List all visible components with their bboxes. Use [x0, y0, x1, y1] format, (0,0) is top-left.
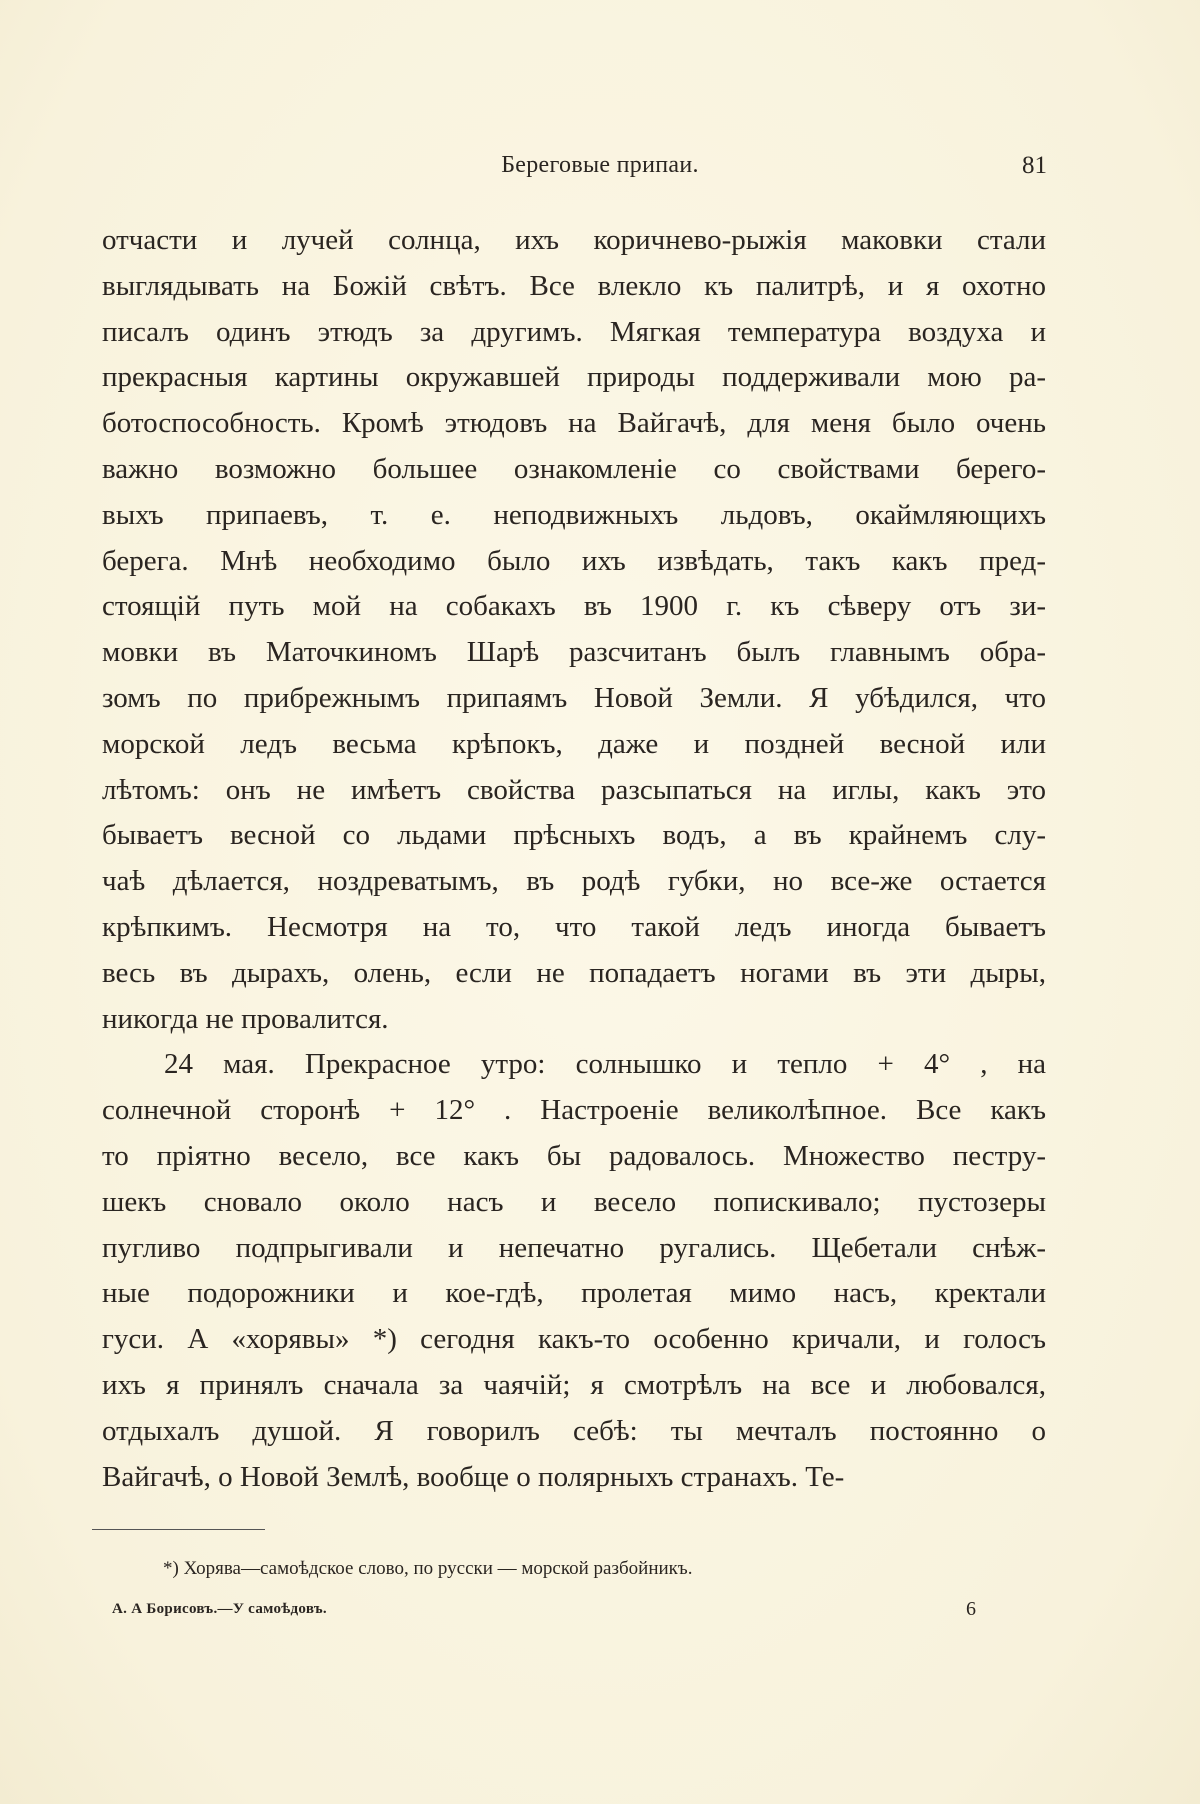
body-text: [102, 218, 1046, 1500]
running-title: Береговые припаи.: [501, 152, 699, 178]
text-line: мовки въ Маточкиномъ Шарѣ разсчитанъ былъ главнымъ обра-: [102, 636, 1046, 669]
footnote-rule: [92, 1529, 265, 1530]
text-line: весь въ дырахъ, олень, если не попадаетъ ногами въ эти дыры,: [102, 956, 1046, 989]
text-line: шекъ сновало около насъ и весело попискивало; пустозеры: [102, 1185, 1046, 1218]
text-line: отдыхалъ душой. Я говорилъ себѣ: ты мечталъ постоянно о: [102, 1414, 1046, 1447]
page-number: 81: [1022, 152, 1047, 179]
text-line: никогда не провалится.: [102, 1002, 389, 1035]
paragraph: [102, 1042, 1046, 1500]
text-line: пугливо подпрыгивали и непечатно ругались. Щебетали снѣж-: [102, 1231, 1046, 1264]
text-line: отчасти и лучей солнца, ихъ коричнево-рыжія маковки стали: [102, 224, 1046, 256]
text-line: зомъ по прибрежнымъ припаямъ Новой Земли. Я убѣдился, что: [102, 681, 1046, 714]
text-line: бываетъ весной со льдами прѣсныхъ водъ, а въ крайнемъ слу-: [102, 819, 1046, 852]
text-line: стоящій путь мой на собакахъ въ 1900 г. къ сѣверу отъ зи-: [102, 590, 1046, 623]
text-line: прекрасныя картины окружавшей природы поддерживали мою ра-: [102, 361, 1046, 394]
text-line: чаѣ дѣлается, ноздреватымъ, въ родѣ губки, но все-же остается: [102, 865, 1046, 898]
text-line: морской ледъ весьма крѣпокъ, даже и поздней весной или: [102, 727, 1046, 760]
text-line: Вайгачѣ, о Новой Землѣ, вообще о полярныхъ странахъ. Те-: [102, 1460, 845, 1493]
text-line: ихъ я принялъ сначала за чаячій; я смотрѣлъ на все и любовался,: [102, 1368, 1046, 1401]
sheet-number: 6: [966, 1598, 976, 1620]
text-line: 24 мая. Прекрасное утро: солнышко и тепло + 4° , на: [164, 1048, 1046, 1081]
text-line: выглядывать на Божій свѣтъ. Все влекло къ палитрѣ, и я охотно: [102, 269, 1046, 302]
footnote: *) Хорява—самоѣдское слово, по русски — морской разбойникъ.: [163, 1558, 693, 1579]
footer-signature: А. А Борисовъ.—У самоѣдовъ.: [112, 1601, 327, 1617]
text-line: лѣтомъ: онъ не имѣетъ свойства разсыпаться на иглы, какъ это: [102, 773, 1046, 806]
text-line: крѣпкимъ. Несмотря на то, что такой ледъ иногда бываетъ: [102, 910, 1046, 943]
text-line: писалъ одинъ этюдъ за другимъ. Мягкая температура воздуха и: [102, 315, 1046, 348]
text-line: важно возможно большее ознакомленіе со свойствами берего-: [102, 452, 1046, 485]
text-line: выхъ припаевъ, т. е. неподвижныхъ льдовъ, окаймляющихъ: [102, 498, 1046, 531]
text-line: берега. Мнѣ необходимо было ихъ извѣдать, такъ какъ пред-: [102, 544, 1046, 577]
text-line: то пріятно весело, все какъ бы радовалось. Множество пестру-: [102, 1139, 1046, 1172]
paragraph: [102, 218, 1046, 1042]
text-line: солнечной сторонѣ + 12° . Настроеніе великолѣпное. Все какъ: [102, 1094, 1046, 1127]
text-line: гуси. А «хорявы» *) сегодня какъ-то особенно кричали, и голосъ: [102, 1323, 1046, 1356]
text-line: ботоспособность. Кромѣ этюдовъ на Вайгачѣ, для меня было очень: [102, 407, 1046, 440]
text-line: ные подорожники и кое-гдѣ, пролетая мимо насъ, кректали: [102, 1277, 1046, 1310]
